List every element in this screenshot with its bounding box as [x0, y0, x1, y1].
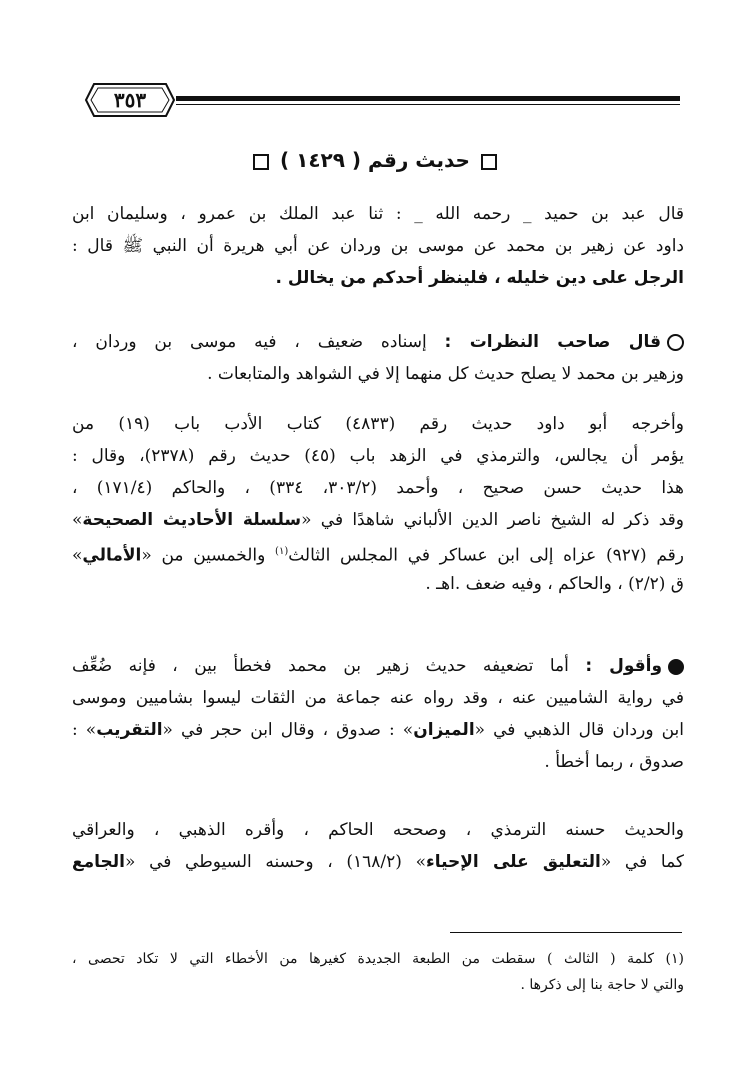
- hadith-matn: الرجل على دين خليله ، فلينظر أحدكم من يخالل .: [275, 268, 684, 288]
- text-span: إسناده ضعيف ، فيه موسى بن وردان ،: [72, 332, 427, 352]
- header-rule-thin: [176, 104, 680, 105]
- text-line: [72, 846, 684, 878]
- text-span: وقد ذكر له الشيخ ناصر الدين الألباني شاهدًا في «: [301, 510, 684, 530]
- open-circle-icon: [667, 334, 684, 351]
- book-title: التعليق على الإحياء: [426, 852, 601, 872]
- footnote-line: والتي لا حاجة بنا إلى ذكرها .: [520, 977, 684, 993]
- text-line: وزهير بن محمد لا يصلح حديث كل منهما إلا في الشواهد والمتابعات .: [207, 364, 684, 384]
- text-line: ق (٢/٢) ، والحاكم ، وفيه ضعف .اهـ .: [425, 574, 684, 594]
- aqul-label: وأقول :: [585, 656, 663, 676]
- footnote-separator: [450, 932, 682, 933]
- text-span: والخمسين من «: [141, 545, 276, 566]
- page-number: ٣٥٣: [113, 88, 147, 112]
- nazarat-label: قال صاحب النظرات :: [444, 332, 661, 352]
- text-span: أما تضعيفه حديث زهير بن محمد فخطأ بين ، فإنه ضُعِّف: [72, 656, 569, 676]
- text-line: يؤمر أن يجالس، والترمذي في الزهد باب (٤٥) حديث رقم (٢٣٧٨)، وقال :: [72, 446, 684, 466]
- book-title: الميزان: [413, 720, 475, 740]
- header-rule: [176, 96, 680, 101]
- text-line: داود عن زهير بن محمد عن موسى بن وردان عن أبي هريرة أن النبي ﷺ قال :: [72, 236, 684, 256]
- hadith-heading: [150, 148, 600, 184]
- text-line: في رواية الشاميين عنه ، وقد رواه عنه جماعة من الثقات ليسوا بشاميين وموسى: [72, 688, 684, 708]
- text-line: [72, 326, 684, 358]
- hadith-paragraph: [72, 198, 684, 294]
- square-bullet-icon: [481, 154, 497, 170]
- takhrij-paragraph: [72, 408, 684, 600]
- text-span: » (١٦٨/٢) ، وحسنه السيوطي في «: [124, 852, 426, 872]
- book-title: سلسلة الأحاديث الصحيحة: [82, 510, 302, 530]
- text-line: صدوق ، ربما أخطأ .: [544, 752, 684, 772]
- text-span: »: [72, 545, 83, 566]
- text-span: » : صدوق ، وقال ابن حجر في «: [162, 720, 414, 740]
- book-title: الأمالي: [82, 545, 142, 566]
- text-span: رقم (٩٢٧) عزاه إلى ابن عساكر في المجلس الثالث: [288, 545, 684, 566]
- text-line: [72, 650, 684, 682]
- page-number-frame: [84, 82, 176, 118]
- text-line: قال عبد بن حميد _ رحمه الله _ : ثنا عبد الملك بن عمرو ، وسليمان ابن: [72, 204, 684, 224]
- footnote: [72, 946, 684, 998]
- footnote-marker: (١): [275, 546, 289, 557]
- hadith-heading-text: حديث رقم ( ١٤٢٩ ): [280, 148, 470, 172]
- square-bullet-icon: [253, 154, 269, 170]
- text-line: والحديث حسنه الترمذي ، وصححه الحاكم ، وأقره الذهبي ، والعراقي: [72, 820, 684, 840]
- text-span: » :: [72, 720, 97, 740]
- text-line: [72, 714, 684, 746]
- text-span: »: [72, 510, 83, 530]
- text-line: وأخرجه أبو داود حديث رقم (٤٨٣٣) كتاب الأدب باب (١٩) من: [72, 414, 684, 434]
- text-line: [72, 536, 684, 568]
- text-span: ابن وردان قال الذهبي في «: [474, 720, 684, 740]
- filled-circle-icon: [668, 659, 684, 675]
- text-span: كما في «: [600, 852, 684, 872]
- text-line: [72, 504, 684, 536]
- nazarat-paragraph: [72, 326, 684, 390]
- book-title: التقريب: [96, 720, 163, 740]
- text-line: هذا حديث حسن صحيح ، وأحمد (٣٠٣/٢، ٣٣٤) ، والحاكم (١٧١/٤) ،: [72, 478, 684, 498]
- footnote-line: (١) كلمة ( الثالث ) سقطت من الطبعة الجديدة كغيرها من الأخطاء التي لا تكاد تحصى ،: [72, 951, 684, 967]
- book-title: الجامع: [72, 852, 125, 872]
- conclusion-paragraph: [72, 814, 684, 878]
- aqul-paragraph: [72, 650, 684, 778]
